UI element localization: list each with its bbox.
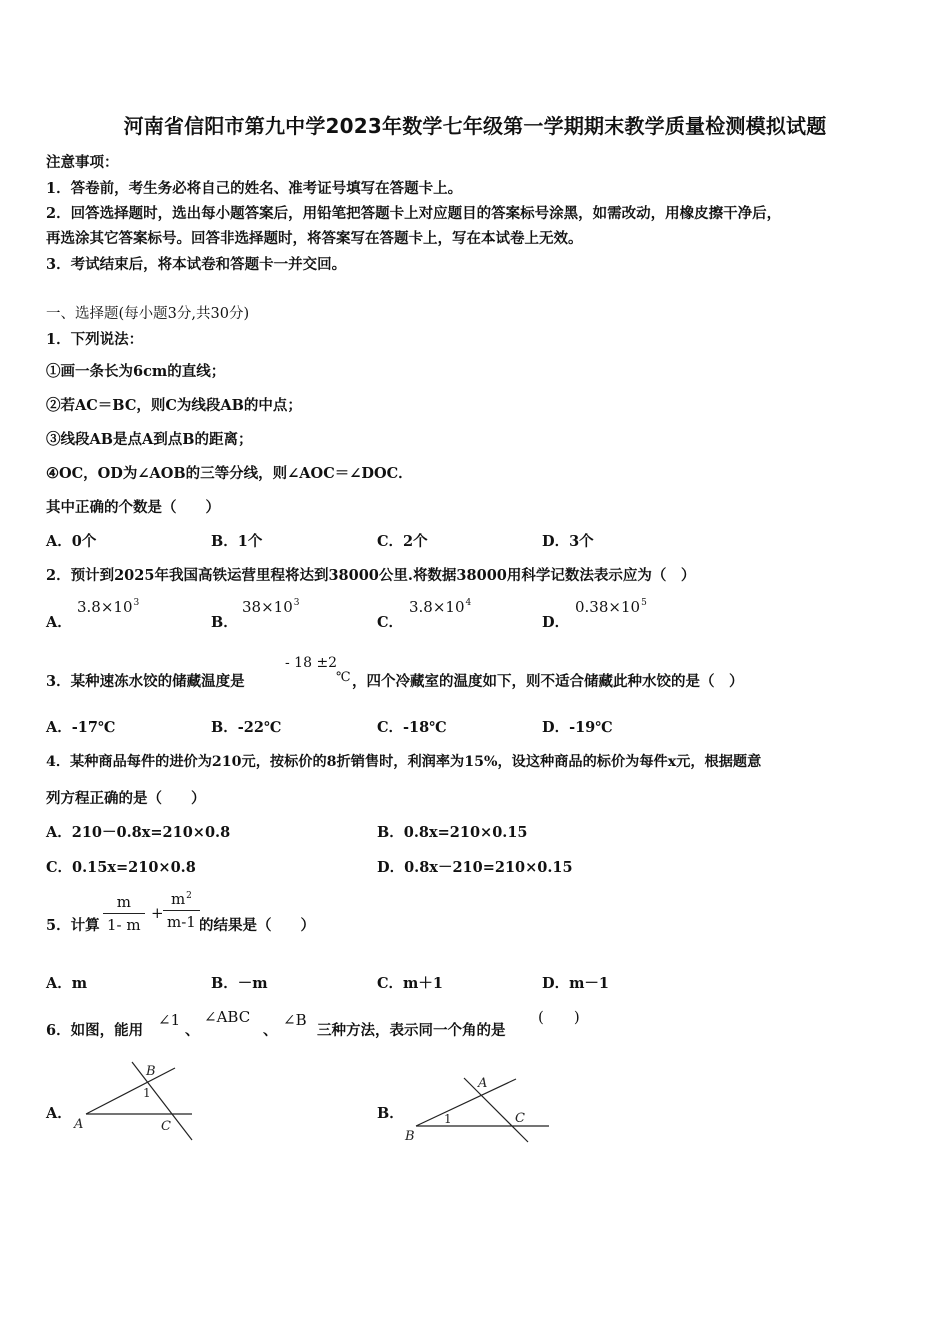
q6-figure-b [400,1070,552,1144]
q1-statement-1: ①画一条长为6cm的直线； [46,363,226,380]
q5-option-c: C．m＋1 [377,975,443,992]
q2-option-b-value: $38\times 10^3$ [242,598,300,616]
notice-item-2: 2．回答选择题时，选出每小题答案后，用铅笔把答题卡上对应题目的答案标号涂黑，如需改动，用橡皮擦干净后， [46,205,782,222]
q4-stem-line2: 列方程正确的是（ ） [46,790,206,807]
q2-option-c-label: C． [377,614,404,631]
figure-a-label-b: B [146,1064,156,1079]
q1-option-a: A．0个 [46,533,97,550]
q6-option-a-label: A． [46,1105,72,1122]
q6-angle-1: ∠1 [158,1011,181,1029]
figure-b-label-c: C [515,1111,525,1126]
figure-b-line-ac [464,1078,528,1142]
q1-statement-2: ②若AC＝BC，则C为线段AB的中点； [46,397,302,414]
q6-stem-post: 三种方法，表示同一个角的是 [317,1022,506,1039]
q4-option-b: B．0.8x=210×0.15 [377,824,528,841]
q6-separator-2: 、 [263,1022,278,1039]
figure-a-label-a: A [74,1117,84,1132]
figure-a-line-ab [86,1068,175,1114]
q1-option-b: B．1个 [211,533,263,550]
q3-option-d: D．-19℃ [542,719,613,736]
q2-stem: 2．预计到2025年我国高铁运营里程将达到38000公里.将数据38000用科学记数法表示应为（ ） [46,567,696,584]
q5-option-d: D．m－1 [542,975,610,992]
q2-option-a-value: $3.8\times 10^3$ [77,598,140,616]
notice-item-3: 3．考试结束后，将本试卷和答题卡一并交回。 [46,256,347,273]
section-heading: 一、选择题(每小题3分,共30分) [46,306,250,322]
q5-plus: + [151,904,164,922]
q6-separator-1: 、 [185,1022,200,1039]
q4-option-c: C．0.15x=210×0.8 [46,859,196,876]
q5-fraction-2-denominator: m-1 [167,913,196,931]
q2-option-a-label: A． [46,614,72,631]
q4-option-d: D．0.8x－210=210×0.15 [377,859,573,876]
q5-stem-pre: 5．计算 [46,917,100,934]
q3-stem-post: ，四个冷藏室的温度如下，则不适合储藏此种水饺的是（ ） [352,673,744,690]
figure-b-label-a: A [478,1076,488,1091]
q2-option-b-label: B． [211,614,238,631]
q1-ask: 其中正确的个数是（ ） [46,499,220,516]
figure-b-line-ba [416,1079,516,1126]
figure-a-label-c: C [161,1119,171,1134]
q2-option-d-value: $0.38\times 10^5$ [575,598,647,616]
q2-option-c-value: $3.8\times 10^4$ [409,598,472,616]
q2-option-d-label: D． [542,614,570,631]
q5-fraction-1 [103,893,145,934]
q6-figure-a [70,1058,200,1144]
q1-statement-3: ③线段AB是点A到点B的距离； [46,431,253,448]
q1-statement-4: ④OC，OD为∠AOB的三等分线，则∠AOC＝∠DOC． [46,465,413,482]
q6-stem-pre: 6．如图，能用 [46,1022,144,1039]
q3-option-c: C．-18℃ [377,719,447,736]
q3-stem-pre: 3．某种速冻水饺的储藏温度是 [46,673,245,690]
notice-heading: 注意事项： [46,154,119,171]
q4-stem-line1: 4．某种商品每件的进价为210元，按标价的8折销售时，利润率为15%，设这种商品的标价为每件x元，根据题意 [46,754,762,770]
q3-unit: ℃ [336,670,351,685]
q5-option-b: B．－m [211,975,268,992]
notice-item-1: 1．答卷前，考生务必将自己的姓名、准考证号填写在答题卡上。 [46,180,463,197]
q6-option-b-label: B． [377,1105,404,1122]
q6-angle-abc: ∠ABC [204,1008,251,1026]
q1-stem: 1．下列说法： [46,331,144,348]
exam-title: 河南省信阳市第九中学2023年数学七年级第一学期期末教学质量检测模拟试题 [123,114,827,138]
q3-temperature: - 18 ±2 [285,655,338,671]
q4-option-a: A．210－0.8x=210×0.8 [46,824,231,841]
q5-fraction-1-denominator: 1- m [107,916,141,934]
figure-b-label-b: B [405,1129,415,1144]
notice-item-2-cont: 再选涂其它答案标号。回答非选择题时，将答案写在答题卡上，写在本试卷上无效。 [46,230,583,247]
q1-option-c: C．2个 [377,533,428,550]
q5-stem-post: 的结果是（ ） [199,917,315,934]
figure-a-label-1: 1 [143,1086,151,1100]
q3-option-a: A．-17℃ [46,719,116,736]
q1-option-d: D．3个 [542,533,594,550]
q5-fraction-2-numerator: $m^2$ [170,890,192,908]
q3-option-b: B．-22℃ [211,719,282,736]
q5-fraction-1-numerator: m [116,893,131,911]
q5-fraction-2 [163,890,200,931]
q5-option-a: A．m [46,975,88,992]
q6-answer-paren: ( ) [538,1008,580,1026]
figure-b-label-1: 1 [444,1112,452,1126]
q6-angle-b: ∠B [283,1011,307,1029]
